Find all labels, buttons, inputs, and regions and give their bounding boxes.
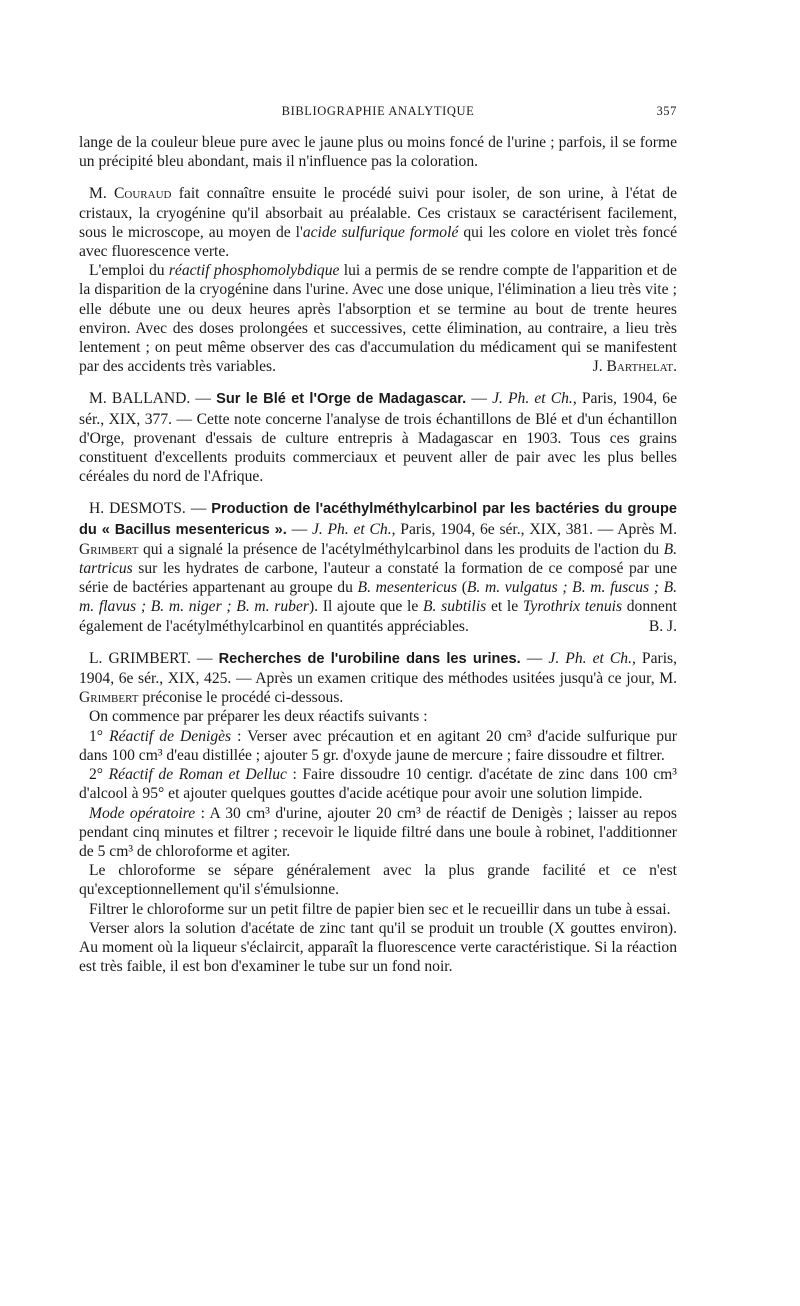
journal-name: J. Ph. et Ch.: [311, 520, 392, 538]
species-name: Tyrothrix tenuis: [522, 598, 623, 616]
reagent-1: 1° Réactif de Denigès : Verser avec précaution et en agitant 20 cm³ d'acide sulfurique pur dans 100 cm³ d'eau distillée ; ajouter 5 gr. d'oxyde jaune de mercure ; faire dissoudre et filtrer.: [79, 727, 677, 764]
grimbert-entry: L. GRIMBERT. — Recherches de l'urobiline dans les urines. — J. Ph. et Ch., Paris, 1904, 6e sér., XIX, 425. — Après un examen critique des méthodes usitées jusqu'à ce jour, M. Grimbert préconise le procédé ci-dessous.: [79, 649, 678, 707]
signature: B. J.: [648, 617, 677, 635]
reagent-name: réactif phosphomolybdique: [168, 262, 340, 280]
reagent-name: Réactif de Denigès: [109, 727, 232, 745]
entry-author: M. BALLAND. —: [89, 390, 217, 408]
procedure: Mode opératoire : A 30 cm³ d'urine, ajouter 20 cm³ de réactif de Denigès ; laisser au repos pendant cinq minutes et filtrer ; recevoir le liquide filtré dans une boule à robinet, l'additionner de 5 cm³ de chloroforme et agiter.: [79, 804, 677, 860]
chloroform-paragraph: Le chloroforme se sépare généralement avec la plus grande facilité et ce n'est qu'exceptionnellement qu'il s'émulsionne.: [79, 862, 677, 899]
body-text: [79, 133, 677, 976]
journal-name: J. Ph. et Ch.: [492, 390, 573, 408]
author-name: Grimbert: [79, 689, 139, 707]
author-name: Grimbert: [79, 540, 139, 558]
entry-title: Sur le Blé et l'Orge de Madagascar.: [216, 391, 467, 408]
species-name: B. tartricus: [79, 540, 677, 578]
filter-paragraph: Filtrer le chloroforme sur un petit filtre de papier bien sec et le recueillir dans un tube à essai.: [89, 900, 671, 918]
entry-title: Production de l'acéthylméthylcarbinol par les bactéries du groupe du « Bacillus mesentericus ».: [79, 501, 677, 538]
signature: J. Barthelat.: [592, 358, 677, 376]
species-name: B. subtilis: [423, 598, 487, 616]
page-header: [79, 104, 677, 122]
entry-author: H. DESMOTS. —: [89, 500, 212, 518]
courand-paragraph-2: L'emploi du réactif phosphomolybdique lui a permis de se rendre compte de l'apparition et de la disparition de la cryogénine dans l'urine. Avec une dose unique, l'élimination a lieu très vite ; elle débute une ou deux heures après l'absorption et se termine au bout de trente heures environ. Avec des doses prolongées et successives, cette élimination, au contraire, a lieu très lentement ; on peut même observer des cas d'accumulation du médicament qui se manifestent par des accidents très variables. J. Barthelat.: [79, 262, 677, 376]
reagent-name: acide sulfurique formolé: [302, 223, 459, 241]
entry-title: Recherches de l'urobiline dans les urines.: [218, 650, 521, 667]
procedure-label: Mode opératoire: [89, 804, 196, 822]
species-name: B. mesentericus: [357, 579, 458, 597]
entry-author: L. GRIMBERT. —: [89, 649, 219, 667]
continued-paragraph: lange de la couleur bleue pure avec le jaune plus ou moins foncé de l'urine ; parfois, il se forme un précipité bleu abondant, mais il n'influence pas la coloration.: [79, 134, 677, 171]
reagent-2: 2° Réactif de Roman et Delluc : Faire dissoudre 10 centigr. d'acétate de zinc dans 100 cm³ d'alcool à 95° et ajouter quelques gouttes d'acide acétique pour avoir une solution limpide.: [79, 766, 677, 803]
pour-paragraph: Verser alors la solution d'acétate de zinc tant qu'il se produit un trouble (X gouttes environ). Au moment où la liqueur s'éclaircit, apparaît la fluorescence verte caractéristique. Si la réaction est très faible, il est bon d'examiner le tube sur un fond noir.: [79, 919, 677, 976]
grimbert-intro: On commence par préparer les deux réactifs suivants :: [89, 708, 428, 726]
page-number: 357: [656, 104, 677, 118]
balland-entry: M. BALLAND. — Sur le Blé et l'Orge de Madagascar. — J. Ph. et Ch., Paris, 1904, 6e sér., XIX, 377. — Cette note concerne l'analyse de trois échantillons de Blé et d'un échantillon d'Orge, provenant d'essais de culture entrepris à Madagascar en 1903. Tous ces grains constituent d'excellents produits commerciaux et peuvent aller de pair avec les plus belles céréales du nord de l'Afrique.: [79, 390, 677, 486]
running-title: BIBLIOGRAPHIE ANALYTIQUE: [281, 104, 475, 118]
courand-paragraph: M. Couraud fait connaître ensuite le procédé suivi pour isoler, de son urine, à l'état de cristaux, la cryogénine qu'il absorbait au préalable. Ces cristaux se caractérisent facilement, sous le microscope, au moyen de l'acide sulfurique formolé qui les colore en violet très foncé avec fluorescence verte.: [79, 185, 678, 261]
journal-name: J. Ph. et Ch.: [548, 649, 632, 667]
species-list: B. m. vulgatus ; B. m. fuscus ; B. m. flavus ; B. m. niger ; B. m. ruber: [79, 579, 677, 616]
desmots-entry: H. DESMOTS. — Production de l'acéthylméthylcarbinol par les bactéries du groupe du « Bacillus mesentericus ». — J. Ph. et Ch., Paris, 1904, 6e sér., XIX, 381. — Après M. Grimbert qui a signalé la présence de l'acétylméthylcarbinol dans les produits de l'action du B. tartricus sur les hydrates de carbone, l'auteur a constaté la formation de ce composé par une série de bactéries appartenant au groupe du B. mesentericus (B. m. vulgatus ; B. m. fuscus ; B. m. flavus ; B. m. niger ; B. m. ruber). Il ajoute que le B. subtilis et le Tyrothrix tenuis donnent également de l'acétylméthylcarbinol en quantités appréciables. B. J.: [79, 500, 677, 635]
reagent-name: Réactif de Roman et Delluc: [108, 766, 287, 784]
author-name: Couraud: [114, 185, 172, 203]
